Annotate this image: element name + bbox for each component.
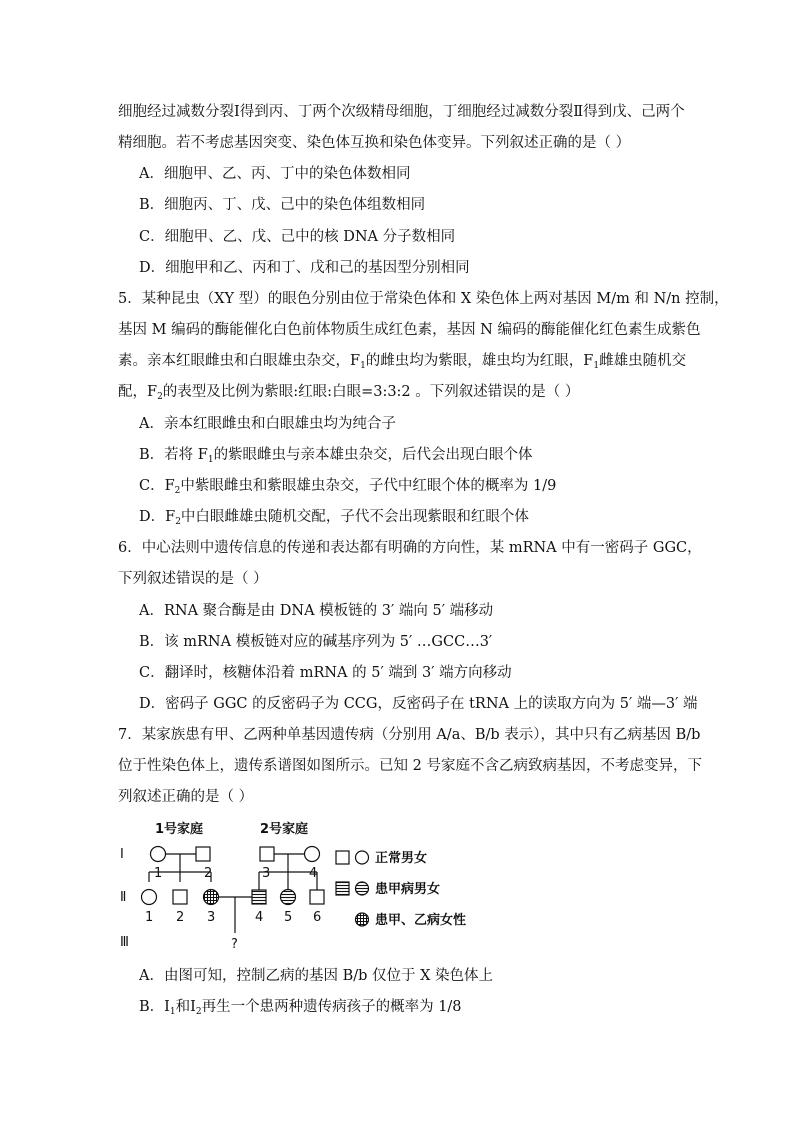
pedigree-I4-number: 4 bbox=[309, 866, 318, 881]
question5-stem-line1: 5．某种昆虫（XY 型）的眼色分别由位于常染色体和 X 染色体上两对基因 M/m 和 N/n 控制， bbox=[118, 291, 729, 307]
pedigree-II6-male bbox=[310, 890, 324, 904]
question6-stem-line1: 6．中心法则中遗传信息的传递和表达都有明确的方向性，某 mRNA 中有一密码子 GGC， bbox=[118, 540, 702, 556]
pedigree-II1-female bbox=[142, 890, 157, 905]
pedigree-I4-female bbox=[305, 847, 320, 862]
question7-stem-line2: 位于性染色体上，遗传系谱图如图所示。已知 2 号家庭不含乙病致病基因，不考虑变异，下 bbox=[118, 758, 702, 774]
legend-both-female-icon bbox=[356, 913, 369, 926]
question5-stem-line2: 基因 M 编码的酶能催化白色前体物质生成红色素，基因 N 编码的酶能催化红色素生成紫色 bbox=[118, 322, 701, 338]
question6-stem-line2: 下列叙述错误的是（ ） bbox=[118, 571, 268, 587]
pedigree-II3-female-both bbox=[204, 890, 219, 905]
family1-label: 1号家庭 bbox=[155, 822, 204, 837]
family2-label: 2号家庭 bbox=[260, 822, 309, 837]
pedigree-II5-female-jia bbox=[281, 890, 296, 905]
pedigree-I3-male bbox=[260, 847, 274, 861]
pedigree-I2-number: 2 bbox=[204, 866, 213, 881]
question6-option-d: D．密码子 GGC 的反密码子为 CCG，反密码子在 tRNA 上的读取方向为 5′ 端—3′ 端 bbox=[139, 696, 698, 712]
question5-option-b: B．若将 $F_1$的紫眼雌虫与亲本雄虫杂交，后代会出现白眼个体 bbox=[139, 447, 533, 465]
generation-ii-label: Ⅱ bbox=[120, 890, 127, 905]
question5-option-a: A．亲本红眼雌虫和白眼雄虫均为纯合子 bbox=[139, 416, 396, 432]
legend-jia-male-icon bbox=[336, 882, 349, 895]
pedigree-I1-female bbox=[151, 847, 166, 862]
pedigree-diagram bbox=[110, 815, 530, 955]
pedigree-II5-number: 5 bbox=[284, 910, 293, 925]
legend-normal-male-icon bbox=[336, 851, 349, 864]
generation-i-label: Ⅰ bbox=[120, 847, 124, 862]
pedigree-II4-male-jia bbox=[252, 890, 266, 904]
pedigree-II2-number: 2 bbox=[176, 910, 185, 925]
pedigree-II3-number: 3 bbox=[207, 910, 216, 925]
legend-jia-label: 患甲病男女 bbox=[375, 882, 441, 897]
question4-option-c: C．细胞甲、乙、戊、己中的核 DNA 分子数相同 bbox=[139, 229, 456, 245]
question4-option-d: D．细胞甲和乙、丙和丁、戊和己的基因型分别相同 bbox=[139, 260, 470, 276]
question5-stem-line3: 素。亲本红眼雌虫和白眼雄虫杂交，$F_1$的雌虫均为紫眼，雄虫均为红眼，$F_1$雌雄虫随机交 bbox=[118, 353, 687, 371]
pedigree-III-unknown: ? bbox=[231, 937, 238, 952]
question6-option-a: A．RNA 聚合酶是由 DNA 模板链的 3′ 端向 5′ 端移动 bbox=[139, 603, 494, 619]
pedigree-II6-number: 6 bbox=[313, 910, 322, 925]
question4-stem-line2: 精细胞。若不考虑基因突变、染色体互换和染色体变异。下列叙述正确的是（ ） bbox=[118, 135, 631, 151]
question6-option-b: B．该 mRNA 模板链对应的碱基序列为 5′ …GCC…3′ bbox=[139, 634, 493, 650]
generation-iii-label: Ⅲ bbox=[120, 935, 129, 950]
pedigree-II1-number: 1 bbox=[145, 910, 154, 925]
question5-option-d: D．$F_2$中白眼雌雄虫随机交配，子代不会出现紫眼和红眼个体 bbox=[139, 509, 529, 527]
question5-option-c: C．$F_2$中紫眼雌虫和紫眼雄虫杂交，子代中红眼个体的概率为 1/9 bbox=[139, 478, 557, 496]
question6-option-c: C．翻译时，核糖体沿着 mRNA 的 5′ 端到 3′ 端方向移动 bbox=[139, 665, 512, 681]
question4-option-a: A．细胞甲、乙、丙、丁中的染色体数相同 bbox=[139, 166, 411, 182]
question4-stem-line1: 细胞经过减数分裂Ⅰ得到丙、丁两个次级精母细胞，丁细胞经过减数分裂Ⅱ得到戊、己两个 bbox=[118, 104, 685, 120]
question7-stem-line3: 列叙述正确的是（ ） bbox=[118, 789, 254, 805]
pedigree-II4-number: 4 bbox=[255, 910, 264, 925]
question7-option-b: B．$Ⅰ_1$和$Ⅰ_2$再生一个患两种遗传病孩子的概率为 1/8 bbox=[139, 999, 462, 1017]
pedigree-II2-male bbox=[173, 890, 187, 904]
pedigree-I2-male bbox=[196, 847, 210, 861]
question7-option-a: A．由图可知，控制乙病的基因 B/b 仅位于 X 染色体上 bbox=[139, 968, 494, 984]
pedigree-I3-number: 3 bbox=[262, 866, 271, 881]
question4-option-b: B．细胞丙、丁、戊、己中的染色体组数相同 bbox=[139, 197, 426, 213]
question7-stem-line1: 7．某家族患有甲、乙两种单基因遗传病（分别用 A/a、B/b 表示），其中只有乙病基因 B/b bbox=[118, 727, 701, 743]
pedigree-I1-number: 1 bbox=[154, 866, 163, 881]
legend-both-label: 患甲、乙病女性 bbox=[375, 913, 467, 928]
legend-normal-female-icon bbox=[356, 851, 369, 864]
legend-normal-label: 正常男女 bbox=[375, 851, 428, 866]
question5-stem-line4: 配，$F_2$的表型及比例为紫眼:红眼:白眼=3:3:2 。下列叙述错误的是（ ） bbox=[118, 384, 580, 402]
legend-jia-female-icon bbox=[356, 882, 369, 895]
